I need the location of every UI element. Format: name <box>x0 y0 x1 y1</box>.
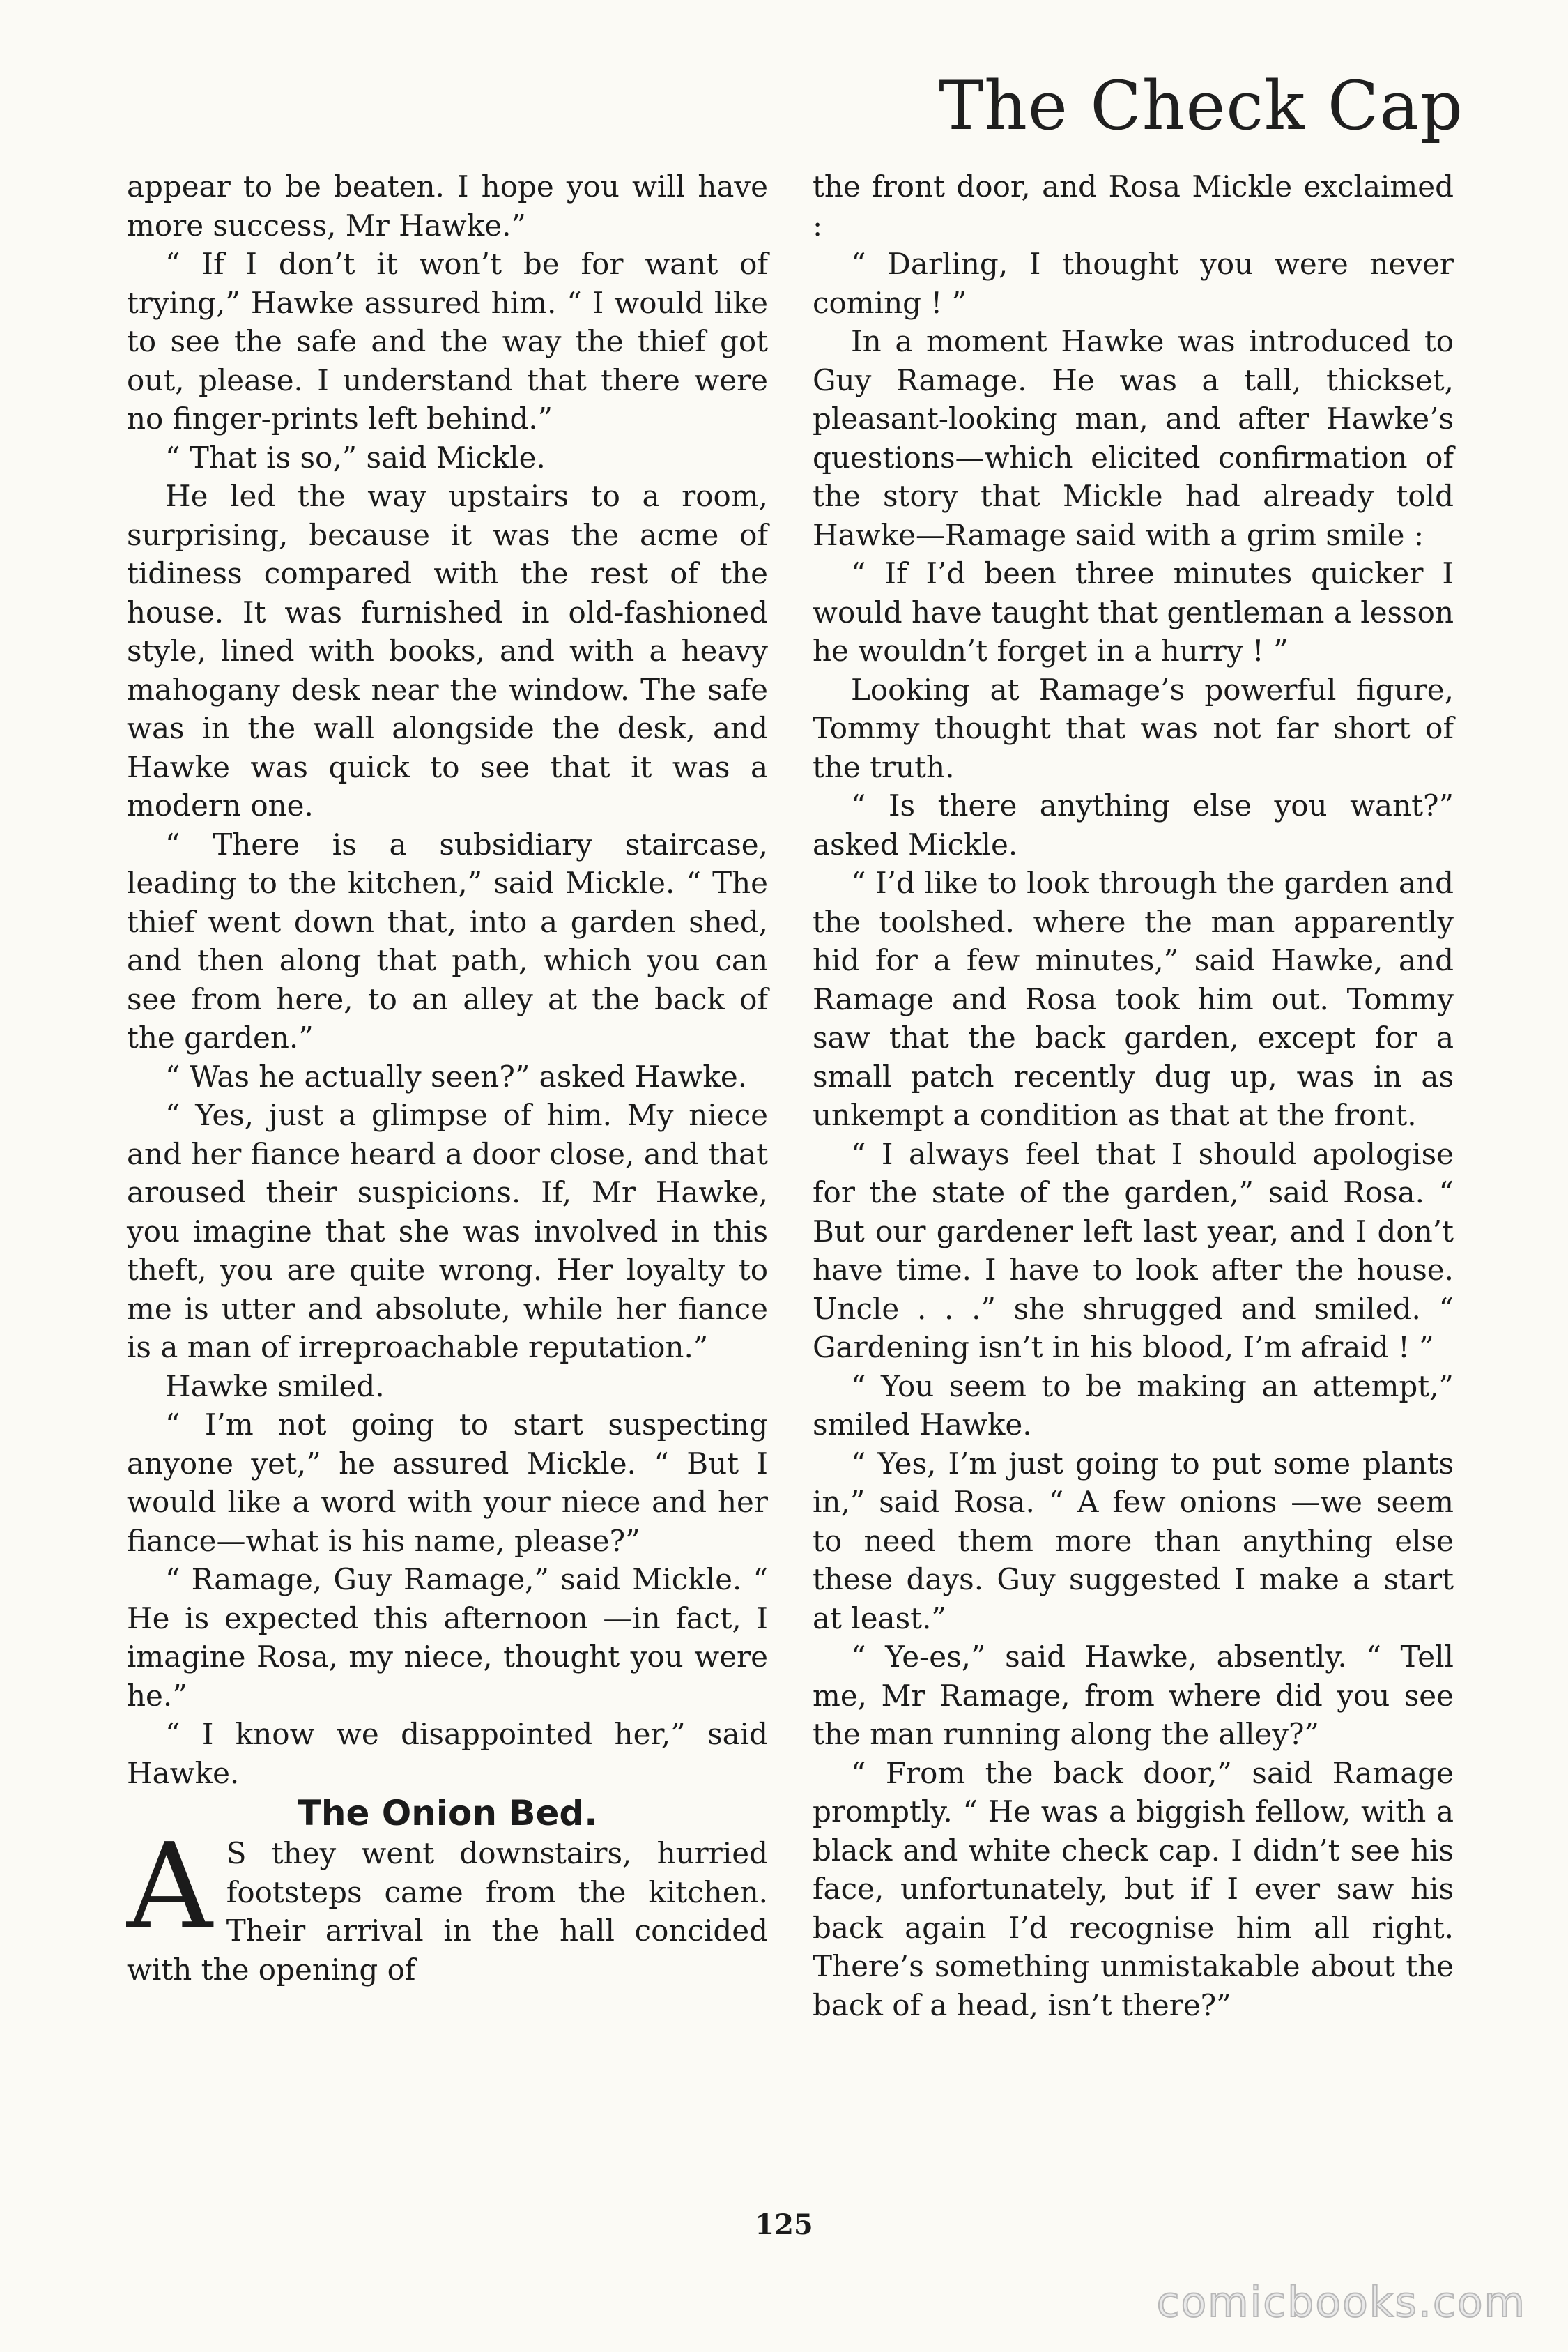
dropcap-paragraph-text: S they went downstairs, hurried footsteps came from the kitchen. Their arrival in the hall concided with the opening of <box>127 1836 768 1987</box>
paragraph: “ Ye-es,” said Hawke, absently. “ Tell me, Mr Ramage, from where did you see the man running along the alley?” <box>813 1640 1454 1751</box>
paragraph: “ From the back door,” said Ramage promptly. “ He was a biggish fellow, with a black and white check cap. I didn’t see his face, unfortunately, but if I ever saw his back again I’d recognise him all right. There’s something unmistakable about the back of a head, isn’t there?” <box>813 1755 1454 2022</box>
left-column <box>127 167 768 1989</box>
section-heading: The Onion Bed. <box>297 1793 598 1833</box>
paragraph: appear to be beaten. I hope you will have more success, Mr Hawke.” <box>127 169 768 243</box>
paragraph: “ Darling, I thought you were never coming ! ” <box>813 247 1454 320</box>
dropcap-paragraph <box>127 1818 768 1989</box>
paragraph: “ If I’d been three minutes quicker I would have taught that gentleman a lesson he wouldn’t forget in a hurry ! ” <box>813 556 1454 668</box>
paragraph: the front door, and Rosa Mickle exclaimed : <box>813 169 1454 243</box>
watermark: comicbooks.com <box>1156 2278 1526 2327</box>
dropcap: A <box>127 1818 213 1956</box>
paragraph: He led the way upstairs to a room, surprising, because it was the acme of tidiness compared with the rest of the house. It was furnished in old-fashioned style, lined with books, and with a heavy mahogany desk near the window. The safe was in the wall alongside the desk, and Hawke was quick to see that it was a modern one. <box>127 479 768 823</box>
paragraph: “ I’m not going to start suspecting anyone yet,” he assured Mickle. “ But I would like a word with your niece and her fiance—what is his name, please?” <box>127 1407 768 1558</box>
paragraph: “ There is a subsidiary staircase, leading to the kitchen,” said Mickle. “ The thief went down that, into a garden shed, and then along that path, which you can see from here, to an alley at the back of the garden.” <box>127 827 768 1055</box>
paragraph: “ That is so,” said Mickle. <box>165 440 546 475</box>
paragraph: “ I know we disappointed her,” said Hawke. <box>127 1717 768 1790</box>
paragraph: “ Was he actually seen?” asked Hawke. <box>165 1059 748 1094</box>
paragraph: “ I’d like to look through the garden and the toolshed. where the man apparently hid for a few minutes,” said Hawke, and Ramage and Rosa took him out. Tommy saw that the back garden, except for a small patch recently dug up, was in as unkempt a condition as that at the front. <box>813 866 1454 1132</box>
page-number: 125 <box>755 2208 813 2241</box>
paragraph: Hawke smiled. <box>165 1368 385 1403</box>
paragraph: “ You seem to be making an attempt,” smiled Hawke. <box>813 1368 1454 1442</box>
paragraph: “ Is there anything else you want?” asked Mickle. <box>813 788 1454 862</box>
paragraph: “ If I don’t it won’t be for want of trying,” Hawke assured him. “ I would like to see the safe and the way the thief got out, please. I understand that there were no finger-prints left behind.” <box>127 247 768 436</box>
paragraph: “ Yes, just a glimpse of him. My niece and her fiance heard a door close, and that aroused their suspicions. If, Mr Hawke, you imagine that she was involved in this theft, you are quite wrong. Her loyalty to me is utter and absolute, while her fiance is a man of irreproachable reputation.” <box>127 1098 768 1364</box>
paragraph: Looking at Ramage’s powerful figure, Tommy thought that was not far short of the truth. <box>813 672 1454 784</box>
right-column <box>813 167 1454 2024</box>
paragraph: In a moment Hawke was introduced to Guy Ramage. He was a tall, thickset, pleasant-looking man, and after Hawke’s questions—which elicited confirmation of the story that Mickle had already told Hawke—Ramage said with a grim smile : <box>813 324 1454 552</box>
paragraph: “ Ramage, Guy Ramage,” said Mickle. “ He is expected this afternoon —in fact, I imagine Rosa, my niece, thought you were he.” <box>127 1562 768 1713</box>
running-title: The Check Cap <box>939 67 1463 145</box>
paragraph: “ Yes, I’m just going to put some plants in,” said Rosa. “ A few onions —we seem to need them more than anything else these days. Guy suggested I make a start at least.” <box>813 1446 1454 1635</box>
paragraph: “ I always feel that I should apologise for the state of the garden,” said Rosa. “ But our gardener left last year, and I don’t have time. I have to look after the house. Uncle . . .” she shrugged and smiled. “ Gardening isn’t in his blood, I’m afraid ! ” <box>813 1136 1454 1364</box>
